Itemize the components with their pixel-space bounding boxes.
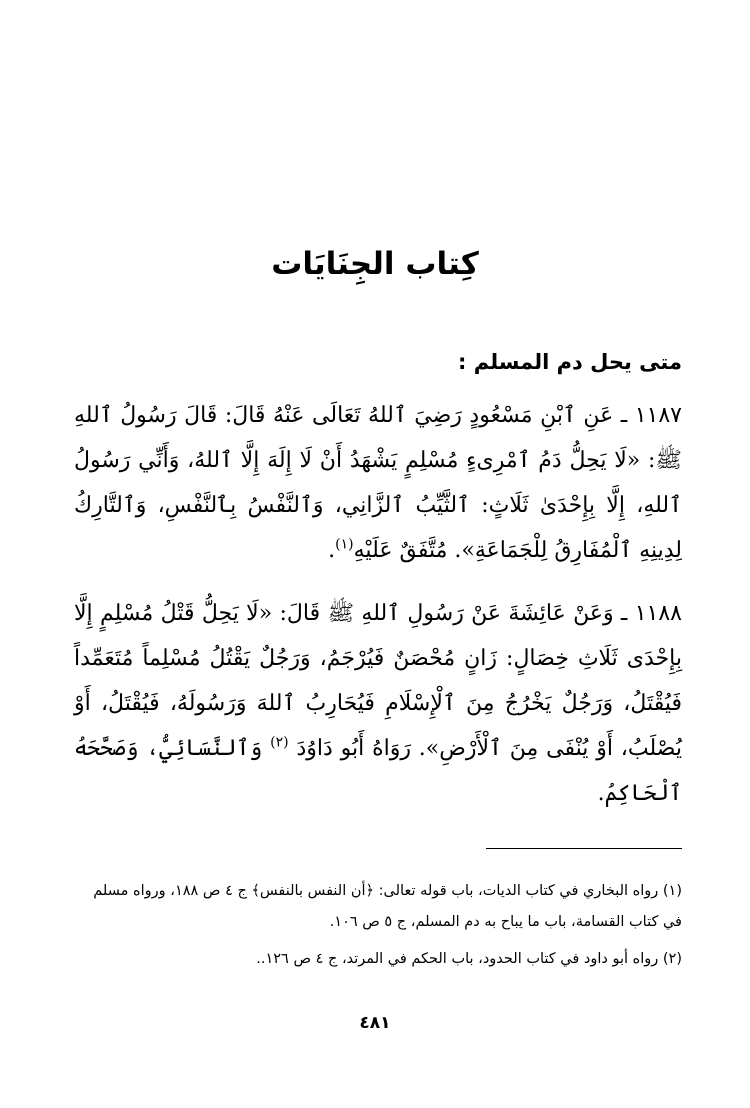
hadith-text: ١١٨٨ ـ وَعَنْ عَائِشَةَ عَنْ رَسُولِ ٱللهِ ﷺ قَالَ: «لَا يَحِلُّ قَتْلُ مُسْلِمٍ إِلَّا بِإِحْدَى ثَلَاثِ خِصَالٍ: زَانٍ مُحْصَنٌ فَيُرْجَمُ، وَرَجُلٌ يَقْتُلُ مُسْلِماً مُتَعَمِّداً فَيُقْتَلُ، وَرَجُلٌ يَخْرُجُ مِنَ ٱلْإِسْلَامِ فَيُحَارِبُ ٱللهَ وَرَسُولَهُ، فَيُقْتَلُ، أَوْ يُصْلَبُ، أَوْ يُنْفَى مِنَ ٱلْأَرْضِ». رَوَاهُ أَبُو دَاوُدَ <box>74 601 682 761</box>
page-number: ٤٨١ <box>359 1013 391 1033</box>
footnote-divider <box>486 848 682 849</box>
hadith-end: . <box>328 538 336 563</box>
footnote-2: (٢) رواه أبو داود في كتاب الحدود، باب الحكم في المرتد، ج ٤ ص ١٢٦.. <box>256 951 682 967</box>
chapter-title: كِتاب الجِنَايَات <box>271 246 479 282</box>
hadith-text: ١١٨٧ ـ عَنِ ٱبْنِ مَسْعُودٍ رَضِيَ ٱللهُ تَعَالَى عَنْهُ قَالَ: قَالَ رَسُولُ ٱللهِ ﷺ: «لَا يَحِلُّ دَمُ ٱمْرِىءٍ مُسْلِمٍ يَشْهَدُ أَنْ لَا إِلَهَ إِلَّا ٱللهُ، وَأَنِّي رَسُولُ ٱللهِ، إِلَّا بِإِحْدَىٰ ثَلَاثٍ: ٱلثَّيِّبُ ٱلزَّانِي، وَٱلنَّفْسُ بِٱلنَّفْسِ، وَٱلتَّارِكُ لِدِينِهِ ٱلْمُفَارِقُ لِلْجَمَاعَةِ». مُتَّفَقٌ عَلَيْهِ <box>74 403 682 563</box>
footnote-ref: (١) <box>335 536 354 553</box>
hadith-1187 <box>74 393 682 573</box>
hadith-end: وَٱلنَّسَائِيُّ، وَصَحَّحَهُ ٱلْحَاكِمُ. <box>74 736 682 806</box>
hadith-1188 <box>74 591 682 816</box>
section-heading: متى يحل دم المسلم : <box>458 350 682 374</box>
footnote-1: (١) رواه البخاري في كتاب الديات، باب قوله تعالى: ﴿أن النفس بالنفس﴾ ج ٤ ص ١٨٨، ورواه مسلم في كتاب القسامة، باب ما يباح به دم المسلم، ج ٥ ص ١٠٦. <box>93 883 682 930</box>
footnotes <box>74 876 682 981</box>
footnote-ref: (٢) <box>270 734 289 751</box>
